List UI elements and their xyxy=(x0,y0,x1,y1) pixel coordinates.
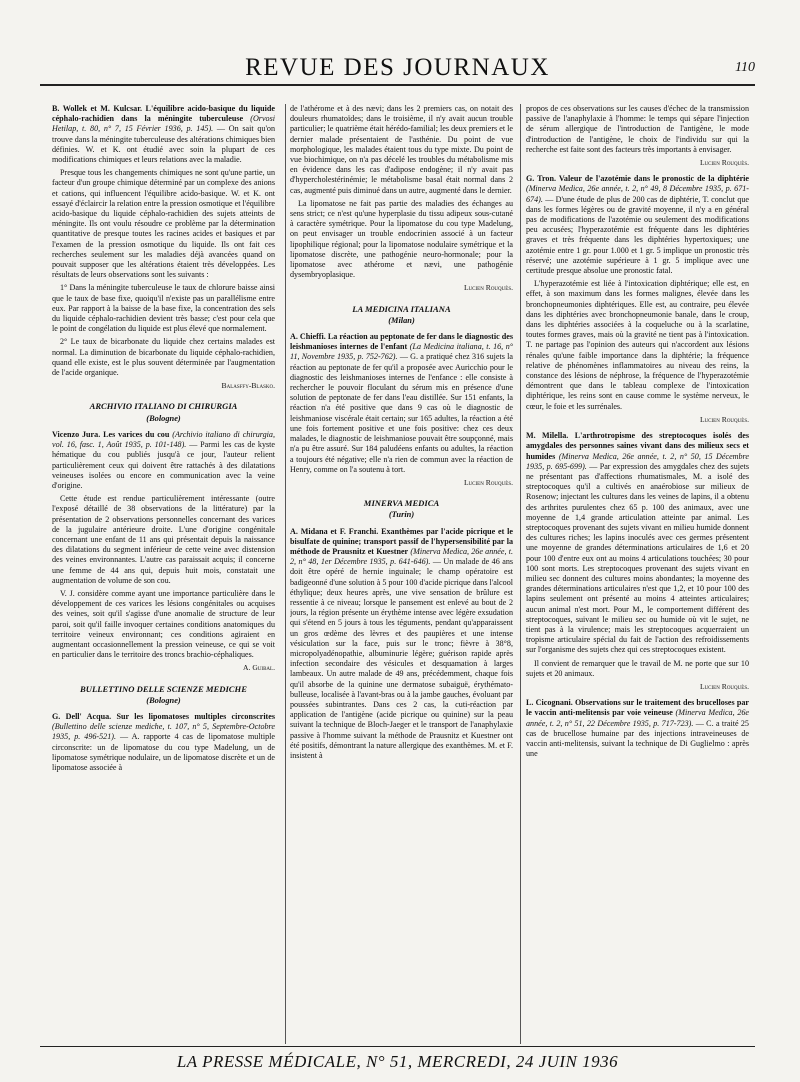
article-reference: (Orvosi Hetilap, t. 80, n° 7, 15 Février 1936, p. 145). xyxy=(52,114,275,134)
author-signature: Lucien Rouquès. xyxy=(699,158,749,168)
article-text: de l'athérome et à des nævi; dans les 2 premiers cas, on notait des douleurs rhumatoïdes; dans le troisième, il n'y avait aucun trouble particulier; le quatrième était hérédo-familial; les deux premiers et le dernier malade présentaient de l'asthénie. Du point de vue morphologique, les malades étaient tous du type mixte. Du point de vue biochimique, on n'a pas décelé les troubles du métabolisme mis en évidence dans les cas d'adipose endogène; il n'y avait pas d'hypercholestérinémie; le métabolisme basal était normal dans 2 cas, augmenté puis diminué dans un autre, augmenté dans le dernier. xyxy=(290,104,513,195)
author-signature: Balasffy-Blasko. xyxy=(221,381,275,391)
journal-city: (Milan) xyxy=(388,315,415,325)
article-text: — A. rapporte 4 cas de lipomatose multiple circonscrite: un de lipomatose du cou type Madelung, un de lipomatose symétrique nodulaire, un de lipomatose discrète et un de lipomatose associée à xyxy=(52,732,275,772)
article-reference: (Minerva Medica, 26e année, t. 2, n° 48, 1er Décembre 1935, p. 641-646). xyxy=(290,546,513,567)
article-reference: (La Medicina italiana, t. 16, n° 11, Novembre 1935, p. 752-762). xyxy=(290,342,513,362)
article-text: Presque tous les changements chimiques ne sont qu'une partie, un facteur d'un groupe chimique déterminé par un complexe des anions et cations, qui influencent l'équilibre acido-basique. W. et K. ont essayé d'éclaircir la relation entre la pression osmotique et l'équilibre acido-basique du liquide céphalo-rachidien des sujets atteints de méningite. Ils ont voulu résoudre ce problème par la détermination quantitative de presque toutes les racines acides et basiques et par l'examen de la pression osmotique du liquide. Ils ont fait ces recherches seulement sur les maladies déjà avancées quand on pouvait supposer que les altérations étaient très développées. Les résultats de leurs observations sont les suivants : xyxy=(52,168,275,280)
article-heading: A. Chieffi. La réaction au peptonate de fer dans le diagnostic des leishmanioses internes de l'enfant xyxy=(290,332,513,352)
journal-name: ARCHIVIO ITALIANO DI CHIRURGIA xyxy=(89,401,238,412)
article-reference: (Archivio italiano di chirurgia, vol. 16, fasc. 1, Août 1935, p. 101-148). xyxy=(52,429,275,450)
article-heading: L. Cicognani. Observations sur le traitement des brucelloses par le vaccin anti-melitensis par voie veineuse xyxy=(526,698,749,718)
article-cicognani xyxy=(526,698,749,759)
article-dellacqua xyxy=(52,712,275,773)
journal-section-title: REVUE DES JOURNAUX xyxy=(245,54,550,81)
author-signature: Lucien Rouquès. xyxy=(463,283,513,293)
article-text: — D'une étude de plus de 200 cas de diphtérie, T. conclut que dans les formes légères ou de gravité moyenne, il n'y a en général pas de modifications de l'azotémie ou seulement des modifications peu accusées; l'hyperazotémie est fréquente dans les diphtéries graves et très fréquente dans les diphtéries hypertoxiques; une azotémie entre 1 gr. pour 1.000 et 1 gr. 5 implique un pronostic très réservé; une azotémie supérieure à 1 gr. 5 implique avec une certitude presque absolue une pronostic fatal. xyxy=(526,194,749,276)
article-milella xyxy=(526,431,749,655)
article-wollek xyxy=(52,104,275,165)
page-footer: LA PRESSE MÉDICALE, N° 51, MERCREDI, 24 JUIN 1936 xyxy=(176,1052,619,1071)
journal-city: (Turin) xyxy=(388,510,415,520)
article-heading: B. Wollek et M. Kulcsar. L'équilibre acido-basique du liquide céphalo-rachidien dans la méningite tuberculeuse xyxy=(52,104,275,124)
author-signature: Lucien Rouquès. xyxy=(699,681,749,691)
article-text: 2° Le taux de bicarbonate du liquide chez certains malades est normal. La diminution de bicarbonate du liquide céphalo-rachidien, quand elle existe, est le plus souvent déterminée par l'augmentation de l'acide organique. xyxy=(52,337,275,378)
page-header xyxy=(40,52,755,82)
article-text: La lipomatose ne fait pas partie des maladies des échanges au sens strict; ce n'est qu'une hyperplasie du tissu adipeux sous-cutané à caractère symétrique. Pour la lipomatose du cou type Madelung, on peut envisager un trouble endocrinien associé à un facteur lipophilique régional; pour la lipomatose nodulaire symétrique et la lipomatose discrète, une pathogénie neuro-hormonale; pour la lipomatose avec athérome et nævi, une pathogénie dysembryoplasique. xyxy=(290,198,513,280)
article-reference: (Bullettino delle scienze mediche, t. 107, n° 5, Septembre-Octobre 1935, p. 496-521). xyxy=(52,722,275,742)
page-number: 110 xyxy=(735,60,755,75)
article-heading: M. Milella. L'arthrotropisme des streptocoques isolés des amygdales des personnes saines vivant dans des milieux secs et humides xyxy=(526,431,749,461)
article-text: L'hyperazotémie est liée à l'intoxication diphtérique; elle est, en effet, à son maximum dans les formes malignes, élevée dans les bronchopneumonies diphtériques. Elle est, au contraire, peu élevée dans les diphtéries avec bronchopneumonie banale, dans le croup, dans les diphtéries associées à la coqueluche ou à la scarlatine, toutes formes graves, mais où la gravité ne tient pas à l'intoxication. T. ne partage pas l'opinion des auteurs qui n'accordent aux lésions rénales qu'une faible importance dans la diphtérie; la fréquence relative de phénomènes inflammatoires au niveau des reins, la constance des lésions de néphrose, la fréquence de l'hyperazotémie démontrent que dans le tableau complexe de l'intoxication diphtérique, les reins sont en cause comme le système nerveux, le cœur, le foie et les surrénales. xyxy=(526,279,749,411)
header-rule xyxy=(40,84,755,86)
author-signature: A. Guibal. xyxy=(243,663,275,673)
article-reference: (Minerva Medica, 26e année, t. 2, n° 49, 8 Décembre 1935, p. 671-674). xyxy=(526,184,749,204)
journal-name: BULLETTINO DELLE SCIENZE MEDICHE xyxy=(80,683,247,694)
article-midana xyxy=(290,527,513,762)
author-signature: Lucien Rouquès. xyxy=(699,414,749,424)
article-text: propos de ces observations sur les causes d'échec de la transmission passive de l'anaphylaxie à l'homme: le temps qui sépare l'injection de sérum allergique de l'introduction de l'antigène, le mode d'introduction de l'antigène, le choix de l'individu sur qui la recherche est faite sont des facteurs très importants à envisager. xyxy=(526,104,749,154)
article-text: — C. a traité 25 cas de brucellose humaine par des injections intraveineuses de vaccin anti-melitensis, suivant la technique de Di Guglielmo : après une xyxy=(526,718,749,759)
article-tron xyxy=(526,174,749,276)
column-1 xyxy=(52,104,275,1044)
journal-city: (Bologne) xyxy=(146,413,181,423)
article-text: — G. a pratiqué chez 316 sujets la réaction au peptonate de fer qu'il a proposée avec Auricchio pour le diagnostic des leishmanioses internes de l'enfance : elle consiste à rechercher le pouvoir floculant du sérum mis en présence d'une solution de peptonate de fer dans l'eau distillée. Sur 151 enfants, la réaction n'a été positive que dans 9 cas où le diagnostic de leishmaniose viscérale était certain; sur 165 adultes, la réaction a été une fois fortement positive et une fois positive: chez ces deux malades, le diagnostic de leishmaniose pouvait être soupçonné, mais n'a pu être assuré. Sur 184 paludéens enfants ou adultes, la réaction a toujours été négative; elle n'a rien de commun avec la réaction de Henry, comme on l'a soutenu à tort. xyxy=(290,352,513,474)
column-3 xyxy=(526,104,749,1044)
article-text: — Parmi les cas de kyste hématique du cou publiés jusqu'à ce jour, l'auteur relient particulièrement ceux qui doivent être rattachés à des dilatations veineuses isolées ou encore en communication avec la veine d'origine. xyxy=(52,440,275,490)
article-text: Cette étude est rendue particulièrement intéressante (outre l'exposé détaillé de 38 observations de la littérature) par la présentation de 2 observations personnelles concernant des varices de la jugulaire antérieure droite. L'une d'origine congénitale concernant une enfant de 11 ans qui présentait depuis la naissance des dilatations du segment inférieur de cette veine avec distension des veines environnantes. L'autre cas paraissait acquis; il concerne une femme de 44 ans qui, depuis huit mois, constatait une augmentation de volume de son cou. xyxy=(52,494,275,585)
article-heading: G. Tron. Valeur de l'azotémie dans le pronostic de la diphtérie xyxy=(526,174,749,184)
column-divider xyxy=(285,104,286,1044)
column-divider xyxy=(520,104,521,1044)
article-text: — On sait qu'on trouve dans la méningite tuberculeuse des altérations chimiques bien définies. W. et K. ont étudié avec soin la plupart de ces modifications chimiques et leurs relations avec la maladie. xyxy=(52,124,275,165)
article-heading: G. Dell' Acqua. Sur les lipomatoses multiples circonscrites xyxy=(52,711,275,721)
footer-rule xyxy=(40,1046,755,1047)
article-heading: A. Midana et F. Franchi. Exanthèmes par l'acide picrique et le bisulfate de quinine; transport passif de l'hypersensibilité par la méthode de Prausnitz et Kuestner xyxy=(290,526,513,556)
article-chieffi xyxy=(290,332,513,475)
article-text: V. J. considère comme ayant une importance particulière dans le développement de ces varices les lésions congénitales ou acquises des veines, soit qu'il s'agisse d'une anomalie de structure de leur paroi, soit qu'il faille invoquer certaines conditions anatomiques du territoire veineux environnant; ces conditions agiraient en augmentant occasionnellement la pression veineuse, ce qui se voit en particulier dans le territoire des troncs brachio-céphaliques. xyxy=(52,588,275,660)
article-text: Il convient de remarquer que le travail de M. ne porte que sur 10 sujets et 20 animaux. xyxy=(526,658,749,678)
journal-name: MINERVA MEDICA xyxy=(363,498,440,509)
journal-name: LA MEDICINA ITALIANA xyxy=(352,303,451,314)
article-reference: (Minerva Medica, 26e année, t. 2, n° 50, 15 Décembre 1935, p. 695-699). xyxy=(526,451,749,471)
article-reference: (Minerva Medica, 26e année, t. 2, n° 51, 22 Décembre 1935, p. 717-723). xyxy=(526,708,749,728)
journal-city: (Bologne) xyxy=(146,695,181,705)
article-text: — Par expression des amygdales chez des sujets ne présentant pas d'affections rhumatismales, M. a isolé des streptocoques qu'il a cultivés en anaérobiose sur milieux de Rosenow; injectant les cultures dans les veines de lapins, il a obtenu des arthrites purulentes chez 65 p. 100 des animaux, avec une moyenne de 1,4 grande articulation atteinte par animal. Les streptocoques provenant des sujets vivant en milieu humide donnent des cultures riches; les lapins inoculés avec ces germes présentent une moyenne de grandes déterminations articulaires de 1,6 et 20 pour 100 d'entre eux ont au moins 4 articulations touchées; 30 pour 100 sont morts. Les streptocoques provenant des sujets vivant en milieu sec donnent des cultures moins abondantes; la moyenne des grandes déterminations articulaires n'est que 1,2, et 10 pour 100 des lapins seulement ont présenté au moins 4 atteintes articulaires; aucun animal n'est mort. Pour M., le comportement différent des streptocoques, suivant le milieu sec ou humide où vit le sujet, ne tient pas à la virulence; mais les streptocoques acquerraient un tropisme articulaire spécial du fait de l'action des refroidissements sur l'organisme des sujets chez qui ces streptocoques existent. xyxy=(526,461,749,655)
column-2 xyxy=(290,104,513,1044)
article-heading: Vicenzo Jura. Les varices du cou xyxy=(52,429,170,439)
article-text: — Un malade de 46 ans doit être opéré de hernie inguinale; le champ opératoire est badigeonné d'une solution à 5 pour 100 d'acide picrique dans l'alcool éthylique; deux heures après, une vive sensation de brûlure est ressentie à ce niveau; lorsque le pansement est enlevé au bout de 2 jours, la région présente un érythème intense avec légère exsudation qui s'étend en 5 jours à tous les téguments, pendant qu'apparaissent un gros œdème des lèvres et des paupières et une intense vésiculation sur la face, puis sur le tronc; fièvre à 38°8, micropolyadénopathie, albuminurie légère; guérison rapide après infection secondaire des vésicules et desquamation à larges lambeaux. Un autre malade de 49 ans, précédemment, chaque fois qu'il absorbe de la quinine une dermatose subaiguë, érythémato-bulleuse, localisée à l'avant-bras ou à la jambe gauches, évoluant par poussées subintrantes. Dans ces 2 cas, la cuti-réaction par application de l'antigène (acide picrique ou quinine) sur la peau suivant la technique de Bloch-Jaeger et le transport de l'anaphylaxie passive à l'homme suivant la méthode de Prausnitz et Kuestner ont été positifs, démontrant la nature allergique des exanthèmes. M. et F. insistent à xyxy=(290,557,513,760)
article-jura xyxy=(52,430,275,491)
author-signature: Lucien Rouquès. xyxy=(463,477,513,487)
article-text: 1° Dans la méningite tuberculeuse le taux de chlorure baisse ainsi que le taux de base fixe, quoiqu'il n'existe pas un parallélisme entre eux. Par rapport à la baisse de la base fixe, la concentration des sels du liquide céphalo-rachidien devient très basse; c'est pour cela que le point de congélation du liquide est plus élevé que normalement. xyxy=(52,283,275,334)
